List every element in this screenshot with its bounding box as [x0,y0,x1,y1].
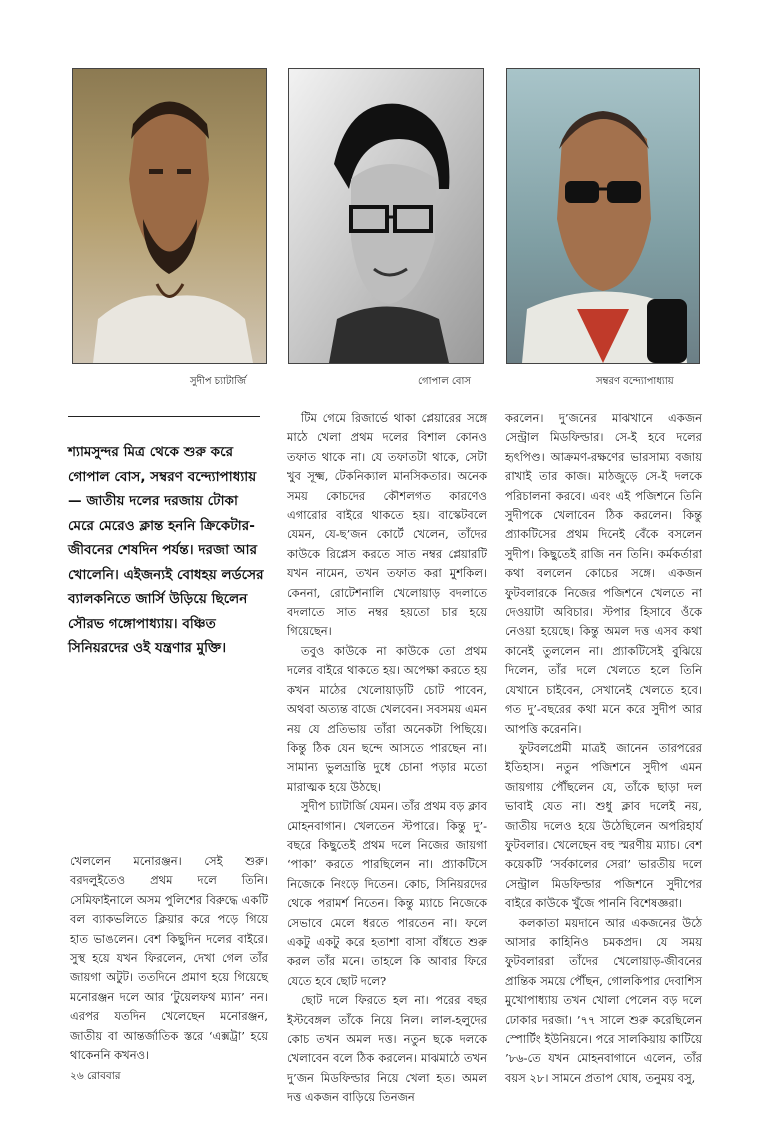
paragraph: টিম গেমে রিজার্ভে থাকা প্লেয়ারের সঙ্গে মাঠে খেলা প্রথম দলের বিশাল কোনও তফাত থাকে না। যে তফাতটা থাকে, সেটা খুব সূক্ষ্ম, টেকনিক্যাল মানসিকতার। অনেক সময় কোচদের কৌশলগত কারণেও এগারোর বাইরে থাকতে হয়। বাস্কেটবলে যেমন, যে-ছ’জন কোর্টে খেলেন, তাঁদের কাউকে রিপ্লেস করতে সাত নম্বর প্লেয়ারটি যখন নামেন, তখন তফাত করা মুশকিল। কেননা, রোটেশনালি খেলোয়াড় বদলাতে বদলাতে সাত নম্বর হয়তো চার হয়ে গিয়েছেন। [287,411,487,639]
column-2 [287,409,487,1108]
paragraph: সুদীপ চ্যাটার্জি যেমন। তাঁর প্রথম বড় ক্লাব মোহনবাগান। খেলতেন স্টপারে। কিন্তু দু’-বছরে কিছুতেই প্রথম দলে নিজের জায়গা ‘পাকা’ করতে পারছিলেন না। প্র্যাকটিসে নিজেকে নিংড়ে দিতেন। কোচ, সিনিয়রদের থেকে পরামর্শ নিতেন। কিন্তু ম্যাচে নিজেকে সেভাবে মেলে ধরতে পারতেন না। ফলে একটু একটু করে হতাশা বাসা বাঁধতে শুরু করল তাঁর মনে। তাহলে কি আবার ফিরে যেতে হবে ছোট দলে? [287,799,487,988]
paragraph: কলকাতা ময়দানে আর একজনের উঠে আসার কাহিনিও চমকপ্রদ। যে সময় ফুটবলাররা তাঁদের খেলোয়াড়-জীবনের প্রান্তিক সময়ে পৌঁছন, গোলকিপার দেবাশিস মুখোপাধ্যায় তখন খোলা পেলেন বড় দলে ঢোকার দরজা। ’৭৭ সালে শুরু করেছিলেন স্পোর্টিং ইউনিয়নে। পরে সালকিয়ায় কাটিয়ে ’৮৬-তে যখন মোহনবাগানে এলেন, তাঁর বয়স ২৮। সামনে প্রতাপ ঘোষ, তনুময় বসু, [505,915,702,1085]
pullquote-rule [68,416,260,417]
photo-caption: সম্বরণ বন্দ্যোপাধ্যায় [596,376,674,387]
portrait-image [73,69,266,363]
pull-quote: শ্যামসুন্দর মিত্র থেকে শুরু করে গোপাল বোস, সম্বরণ বন্দ্যোপাধ্যায়— জাতীয় দলের দরজায় টোকা মেরে মেরেও ক্লান্ত হননি ক্রিকেটার-জীবনের শেষদিন পর্যন্ত। দরজা আর খোলেনি। এইজন্যই বোধহয় লর্ডসের ব্যালকনিতে জার্সি উড়িয়ে ছিলেন সৌরভ গঙ্গোপাধ্যায়। বঞ্চিত সিনিয়রদের ওই যন্ত্রণার মুক্তি। [68,444,264,656]
photo-gopal-bose [288,68,484,364]
paragraph: করলেন। দু’জনের মাঝখানে একজন সেন্ট্রাল মিডফিল্ডার। সে-ই হবে দলের হৃৎপিণ্ড। আক্রমণ-রক্ষণের ভারসাম্য বজায় রাখাই তার কাজ। মাঠজুড়ে সে-ই দলকে পরিচালনা করবে। এবং এই পজিশনে তিনি সুদীপকে খেলাবেন ঠিক করলেন। কিন্তু প্র্যাকটিসের প্রথম দিনেই বেঁকে বসলেন সুদীপ। কিছুতেই রাজি নন তিনি। কর্মকর্তারা কথা বললেন কোচের সঙ্গে। একজন ফুটবলারকে নিজের পজিশনে খেলতে না দেওয়াটা অবিচার। স্টপার হিসাবে ওঁকে নেওয়া হয়েছে। কিন্তু অমল দত্ত এসব কথা কানেই তুললেন না। প্র্যাকটিসেই বুঝিয়ে দিলেন, তাঁর দলে খেলতে হলে তিনি যেখানে চাইবেন, সেখানেই খেলতে হবে। গত দু’-বছরের কথা মনে করে সুদীপ আর আপত্তি করেননি। [505,411,702,736]
paragraph: তবুও কাউকে না কাউকে তো প্রথম দলের বাইরে থাকতে হয়। অপেক্ষা করতে হয় কখন মাঠের খেলোয়াড়টি চোট পাবেন, অথবা অত্যন্ত বাজে খেলবেন। সবসময় এমন নয় যে প্রতিভায় তাঁরা অনেকটা পিছিয়ে। কিন্তু ঠিক যেন ছন্দে আসতে পারছেন না। সামান্য ভুলভ্রান্তি দুধে চোনা পড়ার মতো মারাত্মক হয়ে উঠছে। [287,643,487,794]
photo-sambaran-banerjee [506,68,700,364]
paragraph: ফুটবলপ্রেমী মাত্রই জানেন তারপরের ইতিহাস। নতুন পজিশনে সুদীপ এমন জায়গায় পৌঁছলেন যে, তাঁকে ছাড়া দল ভাবাই যেত না। শুধু ক্লাব দলেই নয়, জাতীয় দলেও হয়ে উঠেছিলেন অপরিহার্য ফুটবলার। খেলেছেন বহু স্মরণীয় ম্যাচ। বেশ কয়েকটি ‘সর্বকালের সেরা’ ভারতীয় দলে সেন্ট্রাল মিডফিল্ডার পজিশনে সুদীপের বাইরে কাউকে খুঁজে পাননি বিশেষজ্ঞরা। [505,740,702,911]
page-folio: ২৬ রোববার [70,1070,121,1082]
portrait-image [507,69,699,363]
photo-caption: গোপাল বোস [418,376,471,387]
paragraph: খেললেন মনোরঞ্জন। সেই শুরু। বরদলুইতেও প্রথম দলে তিনি। সেমিফাইনালে অসম পুলিশের বিরুদ্ধে একটি বল ব্যাকভলিতে ক্লিয়ার করে পড়ে গিয়ে হাত ভাঙলেন। বেশ কিছুদিন দলের বাইরে। সুস্থ হয়ে যখন ফিরলেন, দেখা গেল তাঁর জায়গা অটুট। ততদিনে প্রমাণ হয়ে গিয়েছে মনোরঞ্জন দলে আর ‘টুয়েলফথ ম্যান’ নন। এরপর যতদিন খেলেছেন মনোরঞ্জন, জাতীয় বা আন্তর্জাতিক স্তরে ‘এক্সট্রা’ হয়ে থাকেননি কখনও। [70,854,268,1063]
photo-sudip-chatterjee [72,68,267,364]
column-3 [505,409,702,1088]
photo-caption: সুদীপ চ্যাটার্জি [190,376,247,387]
paragraph: ছোট দলে ফিরতে হল না। পরের বছর ইস্টবেঙ্গল তাঁকে নিয়ে নিল। লাল-হলুদের কোচ তখন অমল দত্ত। নতুন ছকে দলকে খেলাবেন বলে ঠিক করলেন। মাঝমাঠে তখন দু’জন মিডফিল্ডার নিয়ে খেলা হত। অমল দত্ত একজন বাড়িয়ে তিনজন [287,993,487,1105]
portrait-image [289,69,483,363]
column-1 [70,852,268,1065]
